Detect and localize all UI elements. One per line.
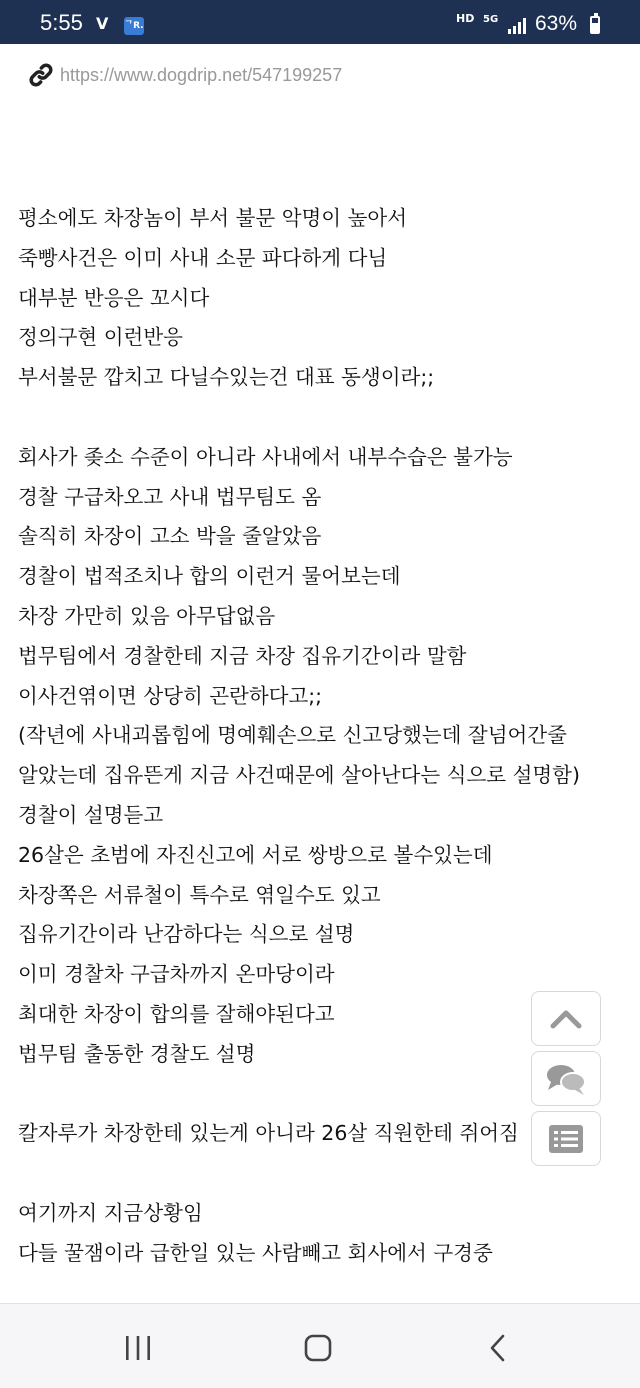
home-button[interactable]: [296, 1326, 340, 1370]
article-line: 여기까지 지금상황임: [18, 1200, 203, 1225]
recent-apps-button[interactable]: [116, 1326, 160, 1370]
battery-level: [592, 23, 598, 32]
list-button[interactable]: [531, 1111, 601, 1166]
article-line: 경찰 구급차오고 사내 법무팀도 옴: [18, 484, 322, 509]
article-line: 칼자루가 차장한테 있는게 아니라 26살 직원한테 쥐어짐: [18, 1121, 519, 1146]
article-line: 경찰이 설명듣고: [18, 802, 164, 827]
chat-bubbles-icon: [545, 1062, 587, 1096]
source-link[interactable]: [26, 60, 342, 90]
app-notification-icon: ᄀR.: [124, 17, 144, 35]
article-line: 솔직히 차장이 고소 박을 줄알았음: [18, 524, 322, 549]
list-icon: [548, 1124, 584, 1154]
article-line: 이미 경찰차 구급차까지 온마당이라: [18, 962, 335, 987]
link-icon: [26, 61, 56, 89]
status-time: 5:55: [40, 10, 83, 35]
system-nav-bar: [0, 1303, 640, 1388]
article-line: 다들 꿀잼이라 급한일 있는 사람빼고 회사에서 구경중: [18, 1240, 493, 1265]
battery-percent: 63%: [535, 12, 578, 35]
article-line: 대부분 반응은 꼬시다: [18, 285, 210, 310]
article-line: 알았는데 집유뜬게 지금 사건때문에 살아난다는 식으로 설명함): [18, 763, 580, 788]
article-line: 법무팀에서 경찰한테 지금 차장 집유기간이라 말함: [18, 643, 467, 668]
article-line: 평소에도 차장놈이 부서 불문 악명이 높아서: [18, 206, 408, 230]
article-blank-line: [18, 398, 628, 438]
carrier-icon: V: [96, 14, 109, 33]
article-line: 법무팀 출동한 경찰도 설명: [18, 1041, 256, 1066]
article-line: 죽빵사건은 이미 사내 소문 파다하게 다님: [18, 245, 388, 270]
recent-apps-icon: [123, 1333, 153, 1363]
back-button[interactable]: [476, 1326, 520, 1370]
chevron-up-icon: [549, 1008, 583, 1030]
article-line: 차장 가만히 있음 아무답없음: [18, 603, 276, 628]
signal-icon: [508, 18, 526, 34]
article-line: 경찰이 법적조치나 합의 이런거 물어보는데: [18, 564, 401, 589]
article-line: 회사가 좆소 수준이 아니라 사내에서 내부수습은 불가능: [18, 444, 513, 469]
status-bar: [0, 0, 640, 44]
home-icon: [303, 1333, 333, 1363]
article-line: 정의구현 이런반응: [18, 325, 183, 350]
article-line: 부서불문 깝치고 다닐수있는건 대표 동생이라;;: [18, 365, 435, 390]
article-line: 26살은 초범에 자진신고에 서로 쌍방으로 볼수있는데: [18, 842, 493, 867]
article-line: 이사건엮이면 상당히 곤란하다고;;: [18, 683, 323, 708]
article-line: 집유기간이라 난감하다는 식으로 설명: [18, 922, 355, 947]
back-icon: [483, 1333, 513, 1363]
battery-icon: [590, 16, 600, 34]
article-line: 차장쪽은 서류철이 특수로 엮일수도 있고: [18, 882, 381, 907]
article-line: (작년에 사내괴롭힘에 명예훼손으로 신고당했는데 잘넘어간줄: [18, 723, 567, 748]
scroll-top-button[interactable]: [531, 991, 601, 1046]
comments-button[interactable]: [531, 1051, 601, 1106]
hd-voice-icon: HD: [456, 12, 475, 25]
url-text[interactable]: https://www.dogdrip.net/547199257: [60, 64, 343, 85]
article-line: 최대한 차장이 합의를 잘해야된다고: [18, 1001, 335, 1026]
network-5g-icon: 5G: [483, 14, 499, 25]
